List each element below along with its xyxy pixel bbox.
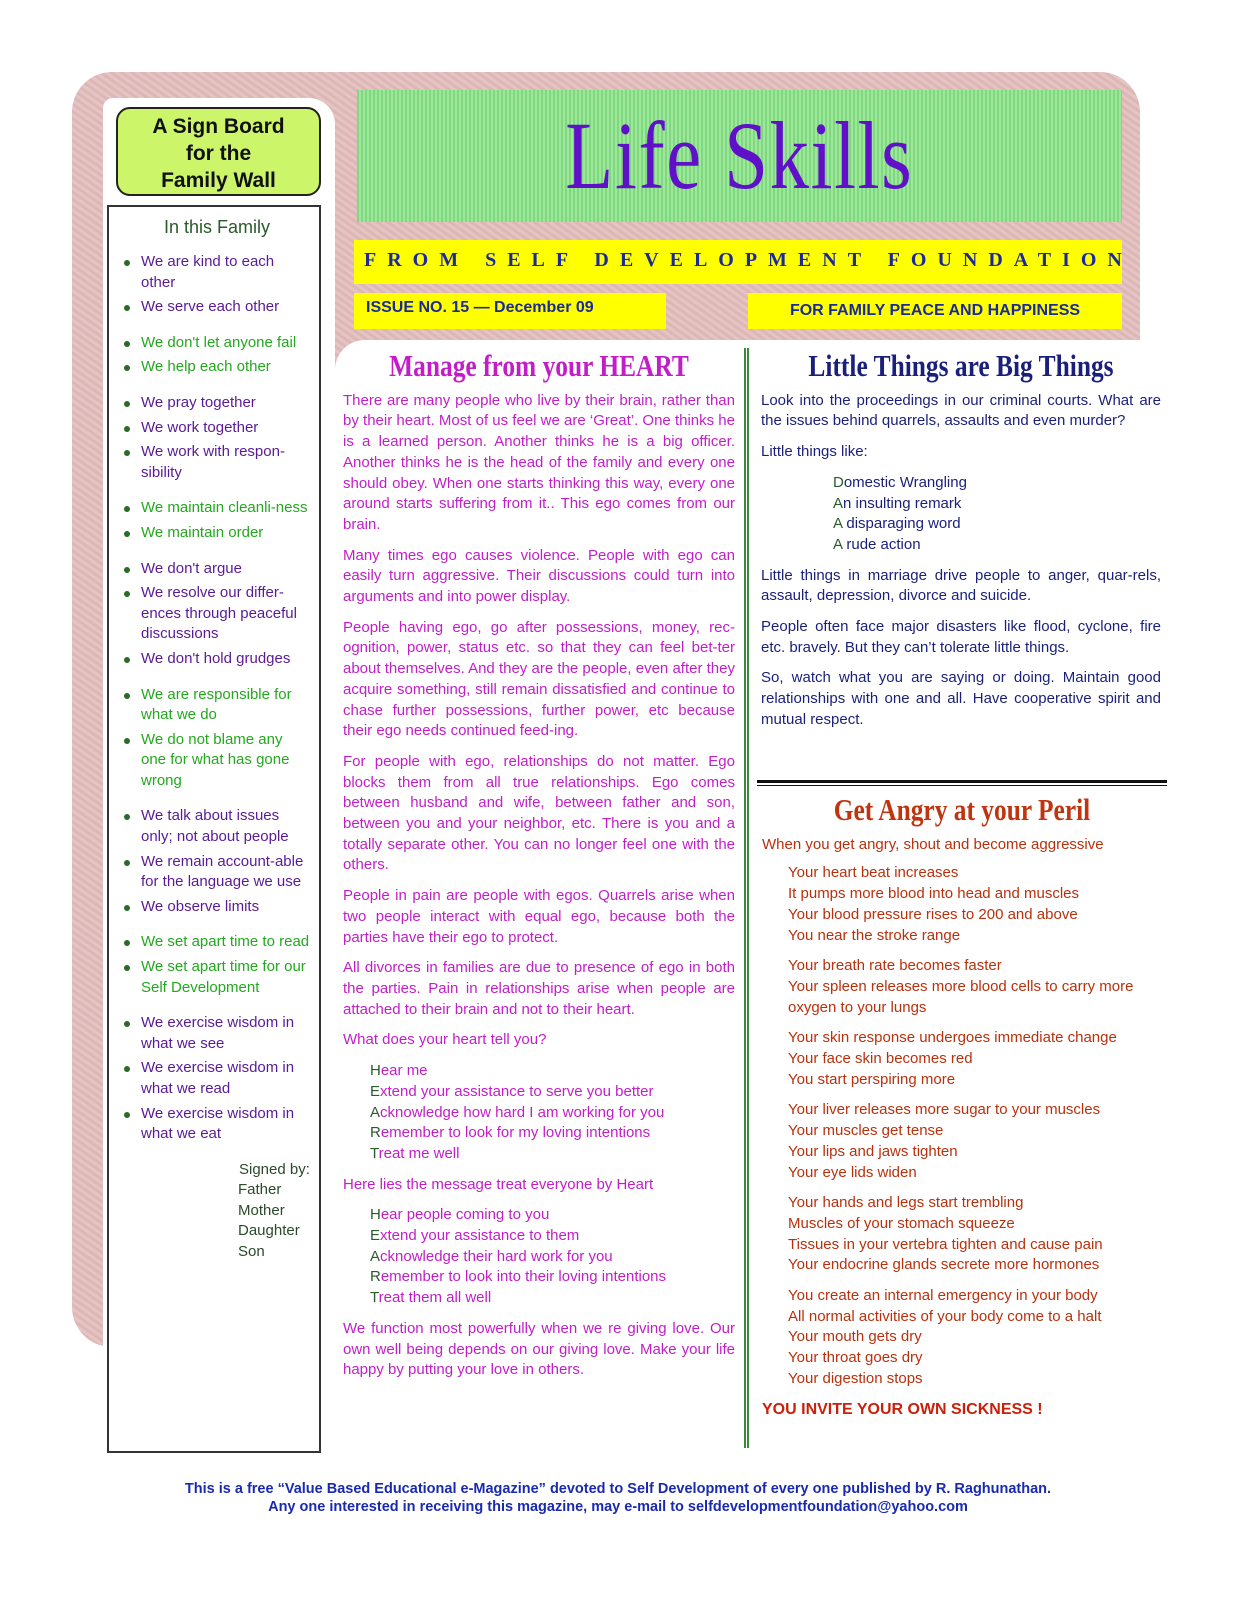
article-title: Little Things are Big Things [808, 348, 1114, 383]
footer-line: Any one interested in receiving this magazine, may e-mail to selfdevelopmentfoundation@yahoo.com [268, 1499, 968, 1515]
rule-group [123, 806, 311, 917]
paragraph: For people with ego, relationships do not matter. Ego blocks them from all true relationships. Ego comes between husband and wife, between father and son, between you and your neighbor, etc. There is you and a totally separate other. You can no longer feel one with the others. [343, 752, 735, 874]
anger-effects [762, 863, 1162, 1389]
list-item: Hear me [370, 1062, 428, 1080]
list-item: Your skin response undergoes immediate change [788, 1029, 1117, 1047]
list-item: Extend your assistance to them [370, 1227, 580, 1245]
rule-item: We are responsible for what we do [123, 685, 311, 726]
effect-group [788, 1286, 1162, 1390]
rule-item: We talk about issues only; not about people [123, 806, 311, 847]
list-item: Extend your assistance to serve you better [370, 1082, 654, 1100]
list-item: Your digestion stops [788, 1369, 923, 1387]
list-item: It pumps more blood into head and muscles [788, 885, 1080, 903]
rule-item: We serve each other [123, 297, 311, 318]
list-item: You near the stroke range [788, 926, 961, 944]
list-item: A disparaging word [833, 515, 961, 533]
list-item: Your blood pressure rises to 200 and above [788, 905, 1078, 923]
little-things-list [833, 473, 1161, 556]
rule-item: We set apart time to read [123, 932, 311, 953]
paragraph: Little things in marriage drive people to anger, quar-rels, assault, depression, divorce and suicide. [761, 566, 1161, 605]
article-body [343, 391, 735, 1021]
rule-item: We observe limits [123, 897, 311, 918]
signed-label: Signed by: [239, 1160, 310, 1178]
rule-item: We work together [123, 418, 311, 439]
list-item: Domestic Wrangling [833, 473, 967, 491]
paragraph: People in pain are people with egos. Quarrels arise when two people interact with equal ego, because both the parties have their ego to protect. [343, 887, 735, 946]
rule-group [123, 932, 311, 998]
little-things-article [761, 348, 1161, 741]
question: Here lies the message treat everyone by Heart [343, 1175, 654, 1193]
foundation-label: FROM SELF DEVELOPMENT FOUNDATION [354, 240, 1122, 284]
list-item: Your heart beat increases [788, 864, 959, 882]
list-item: Your hands and legs start trembling [788, 1194, 1024, 1212]
list-item: A rude action [833, 535, 921, 553]
list-item: Your mouth gets dry [788, 1328, 922, 1346]
sidebar-heading: In this Family [163, 217, 271, 237]
paragraph: Look into the proceedings in our criminal courts. What are the issues behind quarrels, assaults and even murder? [761, 391, 1161, 430]
list-item: Your lips and jaws tighten [788, 1142, 958, 1160]
anger-article [762, 792, 1162, 1420]
signer: Mother [238, 1201, 285, 1219]
list-item: Your breath rate becomes faster [788, 957, 1002, 975]
signer: Father [238, 1181, 282, 1199]
list-item: You start perspiring more [788, 1070, 956, 1088]
rule-item: We maintain order [123, 523, 311, 544]
paragraph: All divorces in families are due to presence of ego in both the parties. Pain in relationships arise when people are attached to their brain and not to their heart. [343, 959, 735, 1018]
rule-item: We are kind to each other [123, 252, 311, 293]
list-item: Acknowledge their hard work for you [370, 1247, 613, 1265]
signer: Daughter [238, 1222, 300, 1240]
paragraph: So, watch what you are saying or doing. Maintain good relationships with one and all. Have cooperative spirit and mutual respect. [761, 669, 1161, 728]
effect-group [788, 956, 1162, 1018]
rule-item: We help each other [123, 357, 311, 378]
intro: When you get angry, shout and become aggressive [762, 835, 1104, 853]
rule-group [123, 685, 311, 792]
list-item: All normal activities of your body come to a halt [788, 1307, 1102, 1325]
list-item: Your spleen releases more blood cells to carry more oxygen to your lungs [788, 977, 1134, 1016]
signboard-line: for the [185, 142, 252, 165]
paragraph: People often face major disasters like flood, cyclone, fire etc. bravely. But they can’t tolerate little things. [761, 618, 1161, 656]
list-item: Treat them all well [370, 1289, 492, 1307]
masthead-banner [357, 90, 1122, 222]
paragraph: Little things like: [761, 443, 868, 461]
article-title: Get Angry at your Peril [833, 792, 1091, 827]
rule-group [123, 333, 311, 378]
list-item: Tissues in your vertebra tighten and cause pain [788, 1235, 1103, 1253]
rule-item: We pray together [123, 393, 311, 414]
list-item: Your endocrine glands secrete more hormones [788, 1256, 1100, 1274]
rule-item: We maintain cleanli-ness [123, 498, 311, 519]
list-item: Your muscles get tense [788, 1122, 944, 1140]
list-item: Muscles of your stomach squeeze [788, 1214, 1015, 1232]
section-divider [757, 780, 1167, 786]
effect-group [788, 863, 1162, 946]
family-rules-sidebar [107, 205, 321, 1453]
masthead-title: Life Skills [565, 102, 914, 209]
rule-group [123, 498, 311, 543]
signboard-line: Family Wall [161, 169, 276, 192]
heart-list [370, 1061, 735, 1165]
rule-group [123, 559, 311, 670]
list-item: Acknowledge how hard I am working for you [370, 1103, 665, 1121]
paragraph: There are many people who live by their brain, rather than by their heart. Most of us feel we are ‘Great’. One thinks he is a learned person. Another thinks he is a big officer. Another thinks he is the head of the family and every one should obey. When one starts thinking this way, every one around starts suffering from it.. This ego comes from our brain. [343, 391, 735, 533]
list-item: Your eye lids widen [788, 1163, 917, 1181]
paragraph: Many times ego causes violence. People with ego can easily turn aggressive. Their discussions could turn into arguments and into power display. [343, 546, 735, 606]
rule-item: We don't argue [123, 559, 311, 580]
signatures [239, 1160, 311, 1263]
list-item: An insulting remark [833, 494, 962, 512]
signboard-label [116, 107, 321, 196]
rule-item: We resolve our differ-ences through peaceful discussions [123, 583, 311, 645]
footer-line: This is a free “Value Based Educational e-Magazine” devoted to Self Development of every one published by R. Raghunathan. [184, 1481, 1052, 1497]
effect-group [788, 1100, 1162, 1183]
paragraph: People having ego, go after possessions, money, rec-ognition, power, status etc. so that they can feel bet-ter about themselves. And they are the people, even after they acquire something, still remain dissatisfied and continue to chase further possessions, further power, etc because their ego needs continued feed-ing. [343, 618, 735, 740]
rule-item: We don't let anyone fail [123, 333, 311, 354]
list-item: Your throat goes dry [788, 1349, 923, 1367]
heart-list [370, 1205, 735, 1309]
warning: YOU INVITE YOUR OWN SICKNESS ! [762, 1400, 1043, 1418]
rule-item: We remain account-able for the language we use [123, 852, 311, 893]
effect-group [788, 1193, 1162, 1276]
footer [0, 1480, 1236, 1516]
issue-label: ISSUE NO. 15 — December 09 [354, 293, 666, 329]
rules-list [123, 252, 311, 1145]
effect-group [788, 1028, 1162, 1090]
list-item: Hear people coming to you [370, 1206, 550, 1224]
article-title: Manage from your HEART [389, 348, 689, 383]
list-item: Your face skin becomes red [788, 1050, 973, 1068]
rule-group [123, 1013, 311, 1145]
signboard-line: A Sign Board [152, 115, 285, 138]
signer: Son [238, 1242, 265, 1260]
heart-article [343, 348, 735, 1391]
list-item: You create an internal emergency in your body [788, 1287, 1098, 1305]
tagline-label: FOR FAMILY PEACE AND HAPPINESS [748, 293, 1122, 329]
list-item: Treat me well [370, 1144, 460, 1162]
rule-item: We set apart time for our Self Development [123, 957, 311, 998]
rule-group [123, 393, 311, 483]
list-item: Remember to look for my loving intentions [370, 1124, 651, 1142]
rule-item: We exercise wisdom in what we eat [123, 1104, 311, 1145]
list-item: Your liver releases more sugar to your muscles [788, 1101, 1101, 1119]
rule-group [123, 252, 311, 318]
rule-item: We work with respon-sibility [123, 442, 311, 483]
rule-item: We exercise wisdom in what we read [123, 1058, 311, 1099]
column-divider [744, 348, 749, 1448]
question: What does your heart tell you? [343, 1031, 547, 1049]
list-item: Remember to look into their loving intentions [370, 1268, 666, 1286]
rule-item: We exercise wisdom in what we see [123, 1013, 311, 1054]
closing-paragraph: We function most powerfully when we re giving love. Our own well being depends on our giving love. Make your life happy by putting your love in others. [343, 1319, 735, 1379]
rule-item: We don't hold grudges [123, 649, 311, 670]
rule-item: We do not blame any one for what has gone wrong [123, 730, 311, 792]
